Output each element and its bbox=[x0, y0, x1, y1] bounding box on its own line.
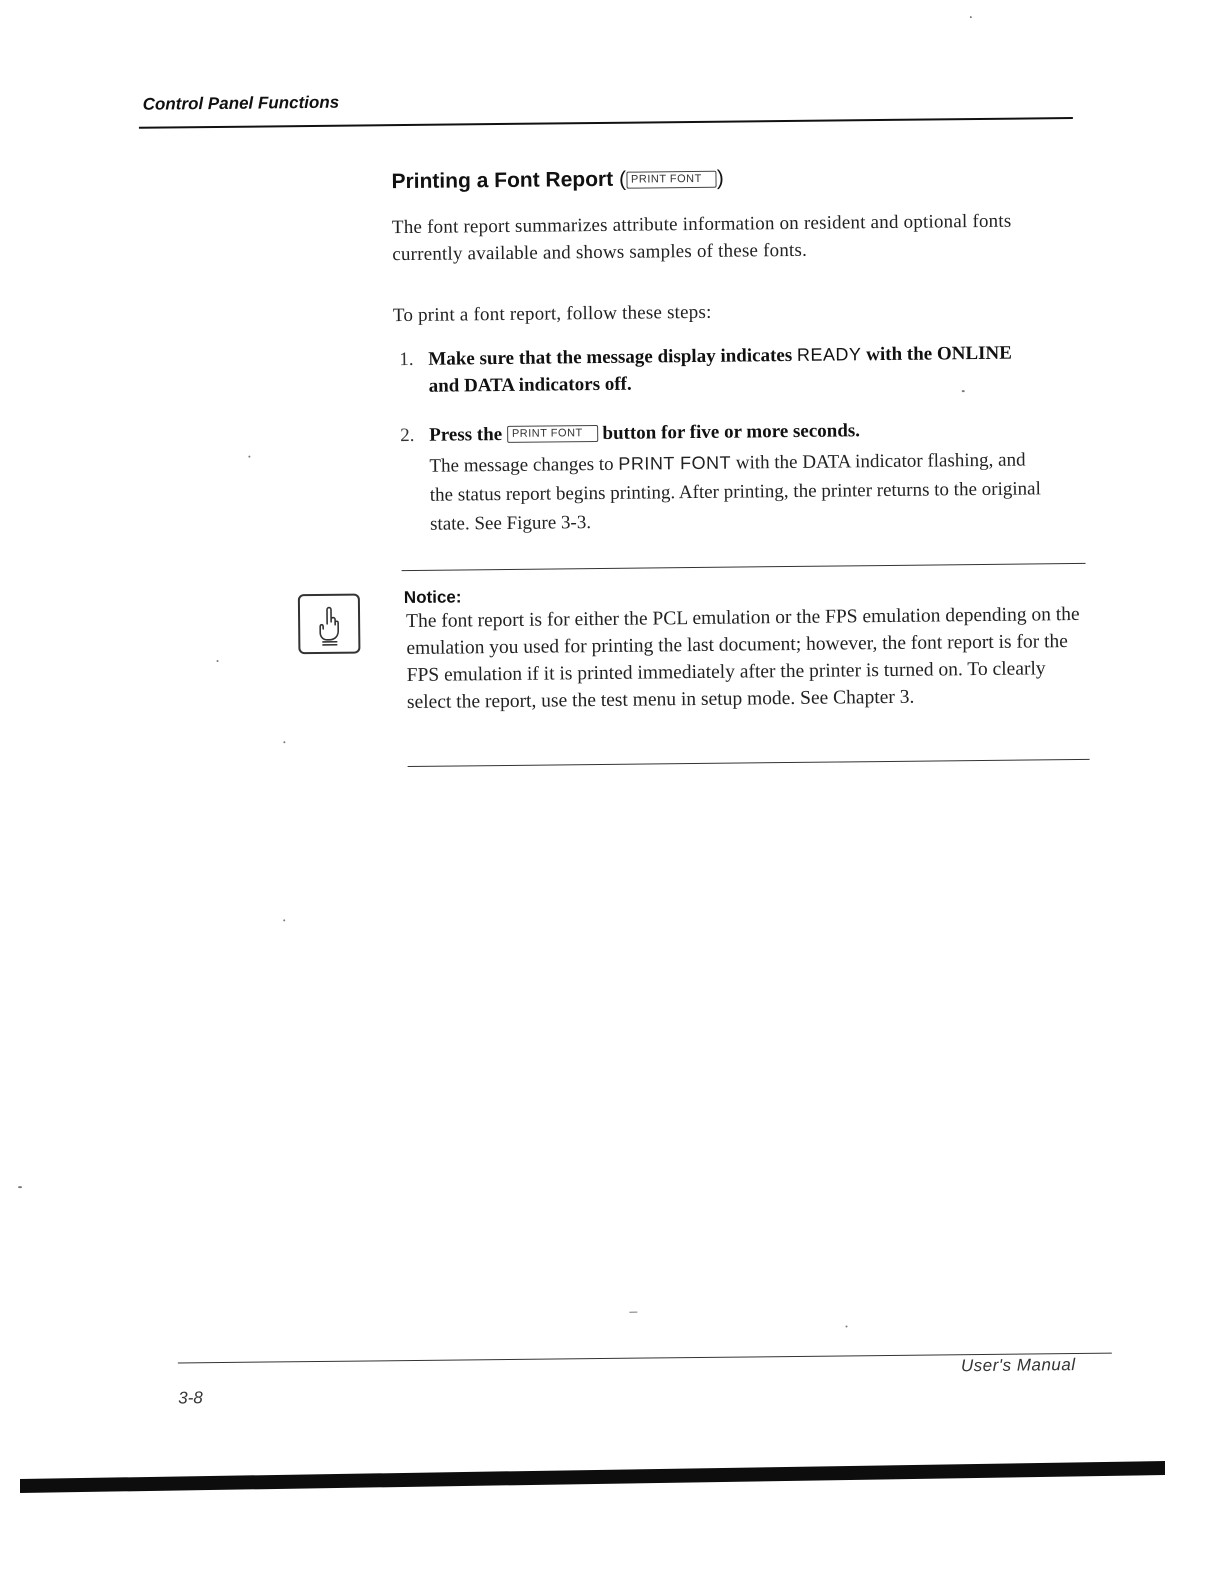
step-1 bbox=[393, 339, 1044, 400]
display-message: PRINT FONT bbox=[618, 452, 732, 474]
intro-paragraph: The font report summarizes attribute information on resident and optional fonts currently available and shows samples of these fonts. bbox=[391, 210, 1012, 266]
scan-speck bbox=[962, 390, 965, 392]
step-2-detail: The message changes to PRINT FONT with the DATA indicator flashing, and the status report begins printing. After printing, the printer returns to the original state. See Figure 3-3. bbox=[429, 449, 1041, 535]
running-header: Control Panel Functions bbox=[142, 92, 340, 114]
lead-in-paragraph: To print a font report, follow these steps: bbox=[392, 301, 712, 327]
display-message: READY bbox=[796, 344, 862, 365]
notice-label: Notice: bbox=[403, 587, 462, 608]
step-2 bbox=[394, 415, 1044, 449]
page-number: 3-8 bbox=[178, 1388, 203, 1408]
pointing-hand-icon bbox=[298, 594, 361, 655]
step-text: Press the PRINT FONT button for five or more seconds. bbox=[429, 420, 861, 446]
step-number: 2. bbox=[400, 424, 415, 447]
scan-speck bbox=[970, 16, 972, 18]
notice-bottom-rule bbox=[408, 759, 1090, 767]
step-text: Make sure that the message display indicates READY with the ONLINE and DATA indicators off. bbox=[428, 342, 1012, 397]
scan-speck bbox=[846, 1325, 848, 1327]
step-number: 1. bbox=[399, 348, 414, 371]
section-title-text: Printing a Font Report bbox=[391, 167, 614, 194]
section-title: Printing a Font Report ( PRINT FONT ) bbox=[391, 166, 724, 194]
scan-speck bbox=[248, 456, 250, 458]
scan-speck bbox=[217, 660, 219, 662]
print-font-key-label: PRINT FONT bbox=[626, 171, 717, 189]
print-font-key-label: PRINT FONT bbox=[507, 425, 598, 443]
scan-speck bbox=[283, 919, 285, 921]
notice-top-rule bbox=[402, 563, 1086, 571]
scan-speck bbox=[18, 1186, 22, 1188]
scan-speck bbox=[283, 741, 285, 743]
scan-speck bbox=[629, 1312, 637, 1313]
pointing-hand-glyph bbox=[300, 596, 359, 653]
footer-title: User's Manual bbox=[960, 1355, 1076, 1376]
notice-text: The font report is for either the PCL emulation or the FPS emulation depending on the emulation you used for printing the last document; however, the font report is for the FPS emulation if it is printed immediately after the printer is turned on. To clearly select the report, use the test menu in setup mode. See Chapter 3. bbox=[406, 603, 1080, 714]
header-rule bbox=[139, 117, 1073, 129]
